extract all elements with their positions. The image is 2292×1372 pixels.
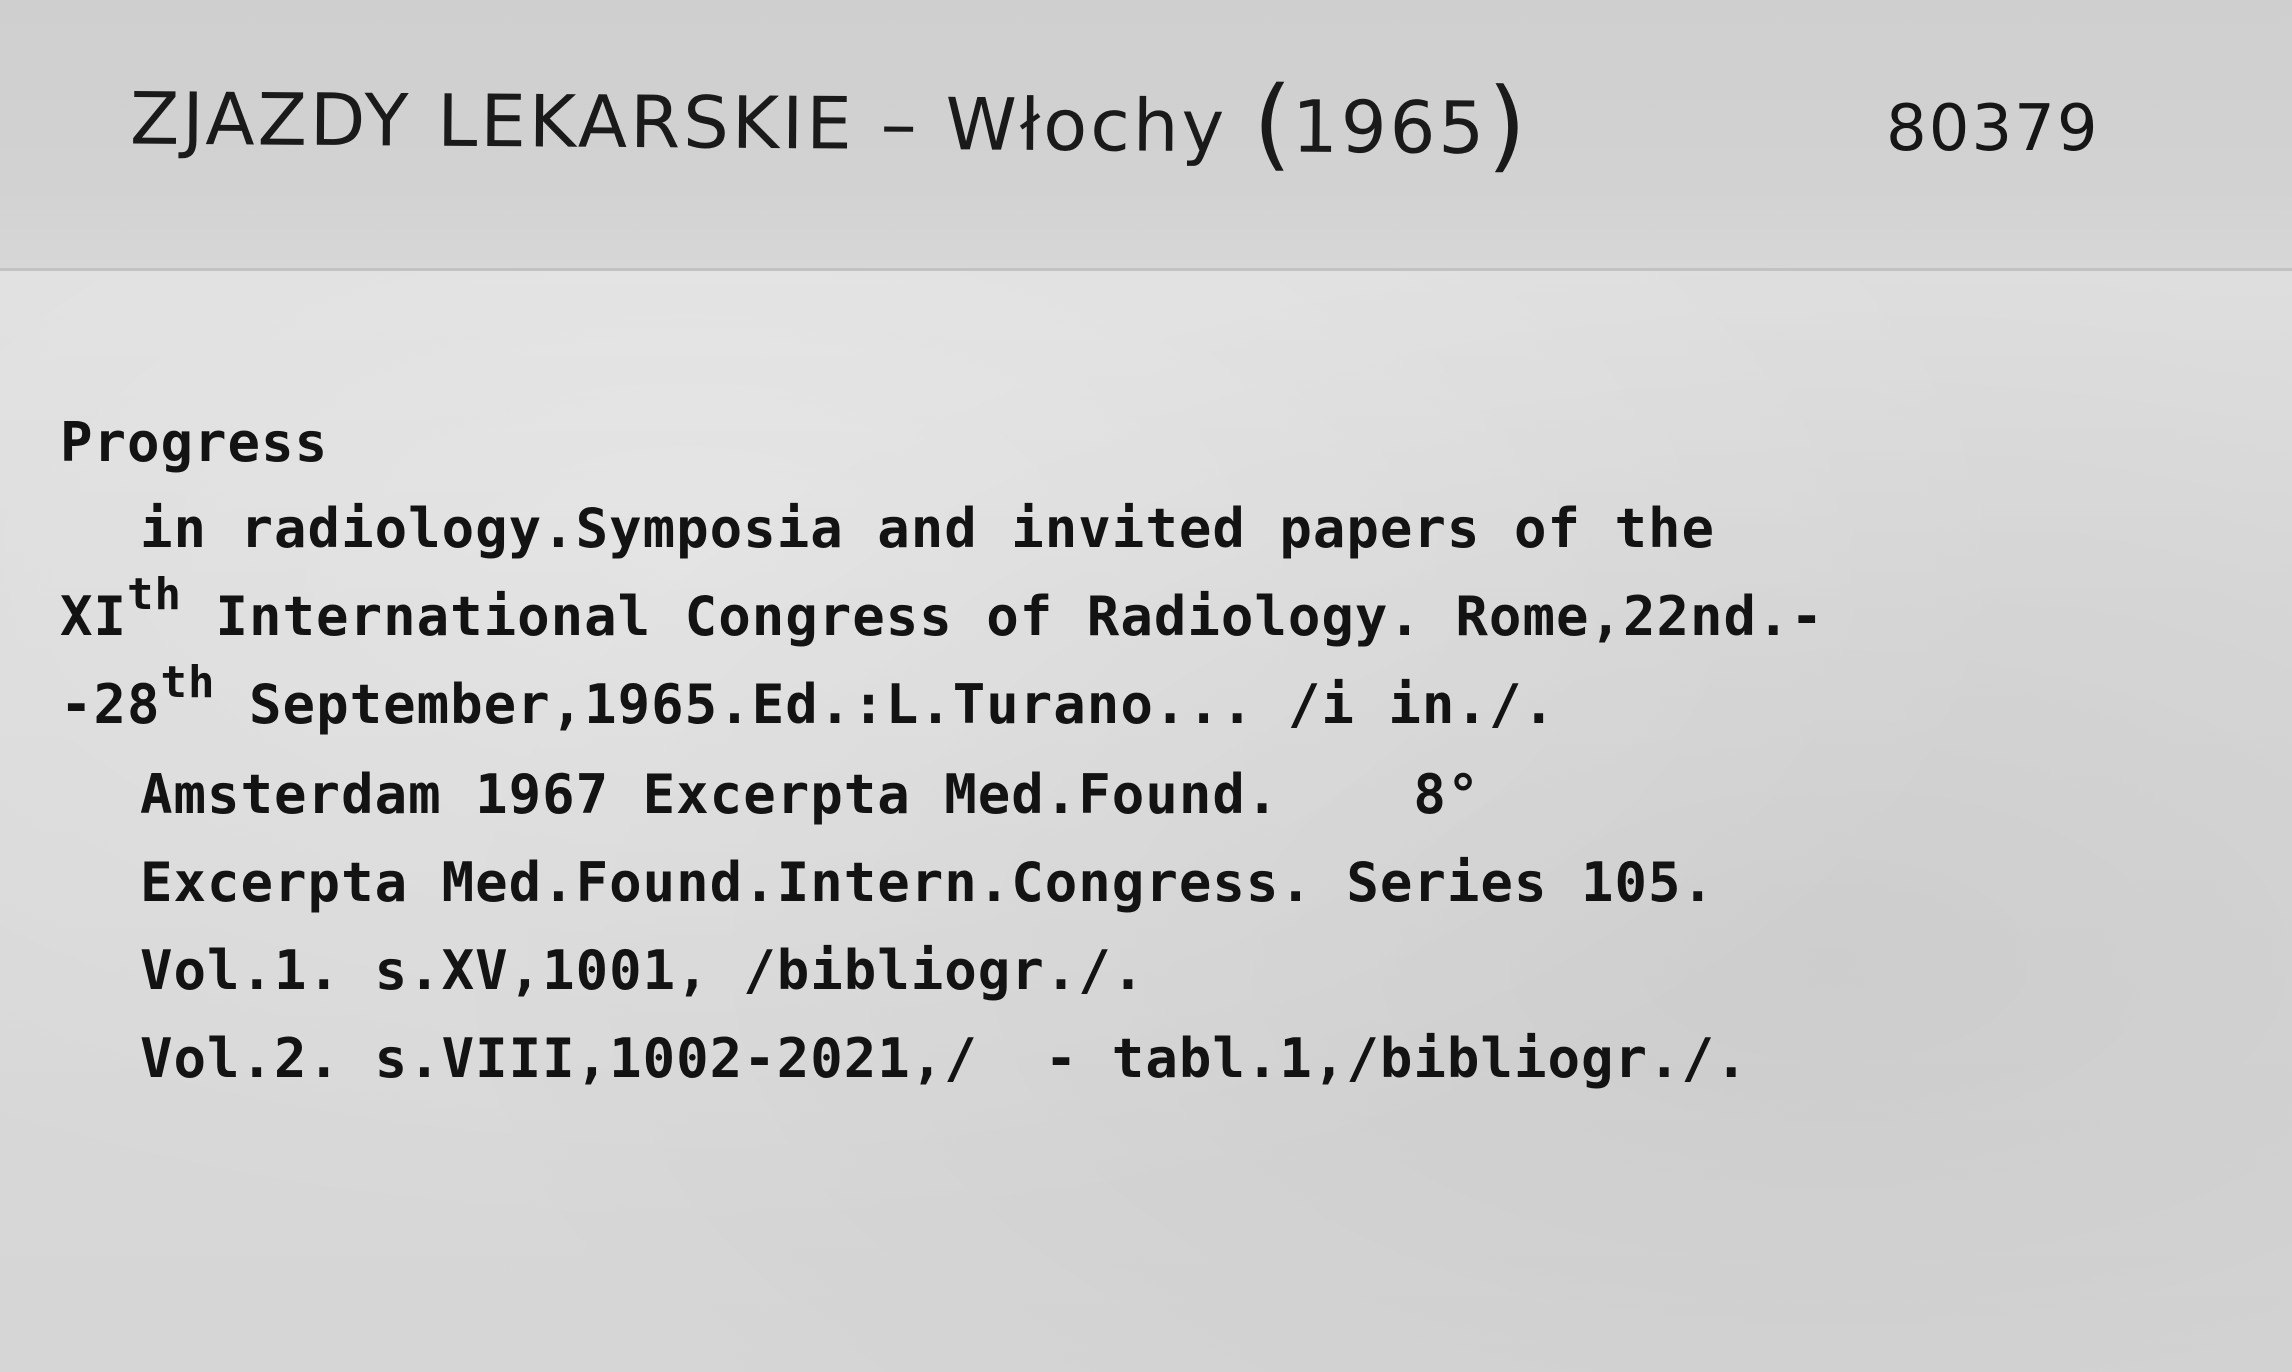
entry-line-congress-sup: th xyxy=(127,569,183,620)
entry-line-subtitle: in radiology.Symposia and invited papers of the xyxy=(140,497,1716,560)
heading-year: 1965 xyxy=(1291,84,1488,171)
reverse-side-bleed-through xyxy=(520,1272,2220,1312)
heading-paren-open: ( xyxy=(1252,64,1293,182)
subject-heading-text: ZJAZDY LEKARSKIE – Włochy xyxy=(129,76,1254,169)
entry-line-volume-1: Vol.1. s.XV,1001, /bibliogr./. xyxy=(140,939,1146,1002)
catalog-number: 80379 xyxy=(1886,92,2100,166)
entry-line-congress-post: International Congress of Radiology. Rome,22nd.- xyxy=(182,585,1825,648)
entry-line-date-post: September,1965.Ed.:L.Turano... /i in./. xyxy=(215,673,1556,736)
heading-paren-close: ) xyxy=(1486,66,1527,184)
entry-line-series: Excerpta Med.Found.Intern.Congress. Series 105. xyxy=(140,851,1716,914)
entry-line-date xyxy=(60,657,1556,740)
subject-heading xyxy=(129,57,1690,218)
entry-line-imprint: Amsterdam 1967 Excerpta Med.Found. 8° xyxy=(140,763,1481,826)
entry-line-congress xyxy=(60,569,1825,652)
entry-line-date-sup: th xyxy=(160,657,216,708)
entry-line-congress-pre: XI xyxy=(60,585,128,648)
bibliographic-entry xyxy=(60,408,2240,1108)
entry-line-date-pre: -28 xyxy=(60,673,161,736)
entry-line-volume-2: Vol.2. s.VIII,1002-2021,/ - tabl.1,/bibliogr./. xyxy=(140,1027,1749,1090)
entry-line-title: Progress xyxy=(60,411,329,474)
